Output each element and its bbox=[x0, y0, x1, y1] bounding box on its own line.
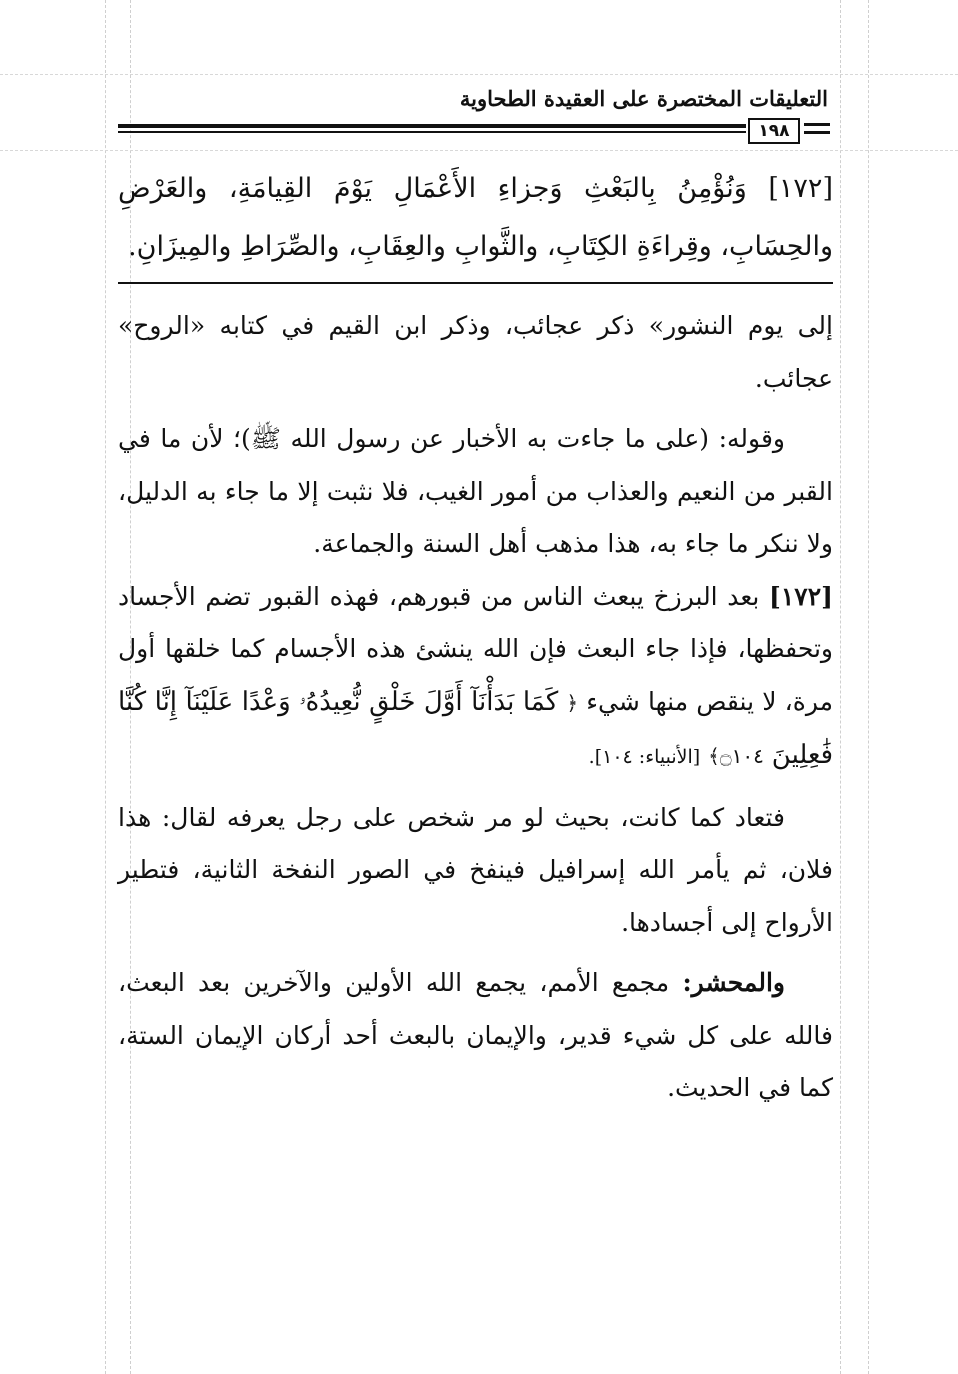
verse-open-bracket: ﴿ bbox=[566, 690, 579, 715]
paragraph-text: فتعاد كما كانت، بحيث لو مر شخص على رجل يعرفه لقال: هذا فلان، ثم يأمر الله إسرافيل فينفخ في الصور النفخة الثانية، فتطير الأرواح إلى أجسادها. bbox=[118, 802, 833, 937]
commentary-block bbox=[118, 300, 833, 1115]
page-number: ١٩٨ bbox=[748, 118, 800, 144]
paragraph-text: مجمع الأمم، يجمع الله الأولين والآخرين بعد البعث، فالله على كل شيء قدير، والإيمان بالبعث أحد أركان الإيمان الستة، كما في الحديث. bbox=[118, 968, 833, 1102]
scan-guide-line bbox=[868, 0, 869, 1374]
scan-guide-line bbox=[840, 0, 841, 1374]
scan-guide-line bbox=[105, 0, 106, 1374]
commentary-paragraph bbox=[118, 792, 833, 950]
matn-separator-rule bbox=[118, 282, 833, 284]
quran-verse: كَمَا بَدَأْنَآ أَوَّلَ خَلْقٍ نُّعِيدُهُۥ وَعْدًا عَلَيْنَآ إِنَّا كُنَّا فَٰعِلِينَ bbox=[118, 686, 833, 770]
commentary-paragraph: إلى يوم النشور» ذكر عجائب، وذكر ابن القيم في كتابه «الروح» عجائب. bbox=[118, 311, 833, 393]
header-rule-thin bbox=[118, 131, 746, 133]
paragraph-text: بعد البرزخ يبعث الناس من قبورهم، فهذه القبور تضم الأجساد وتحفظها، فإذا جاء البعث فإن الله ينشئ هذه الأجسام كما خلقها أول مرة، لا ينقص منها شيء bbox=[118, 581, 834, 716]
running-header-title: التعليقات المختصرة على العقيدة الطحاوية bbox=[459, 86, 828, 111]
matn-paragraph bbox=[118, 160, 833, 276]
page-number-dash bbox=[804, 131, 830, 134]
commentary-paragraph bbox=[118, 957, 833, 1115]
commentary-paragraph bbox=[118, 571, 833, 784]
scan-guide-line bbox=[0, 150, 958, 151]
paragraph-text: وقوله: (على ما جاءت به الأخبار عن رسول الله ﷺ)؛ لأن ما في القبر من النعيم والعذاب من أمور الغيب، فلا نثبت إلا ما جاء به الدليل، ولا ننكر ما جاء به، هذا مذهب أهل السنة والجماعة. bbox=[118, 424, 833, 558]
matn-text: وَنُؤْمِنُ بِالبَعْثِ وَجزاءِ الأَعْمَالِ يَوْمَ القِيامَةِ، والعَرْضِ والحِسَابِ، وقِراءَةِ الكِتَابِ، والثَّوابِ والعِقَابِ، والصِّرَاطِ والمِيزَانِ. bbox=[118, 173, 833, 262]
term-heading: والمحشر: bbox=[682, 968, 785, 997]
matn-block bbox=[118, 160, 833, 276]
header-rule-thick bbox=[118, 124, 746, 128]
page-number-dash bbox=[804, 123, 830, 126]
ayah-number-mark: ۝١٠٤ bbox=[719, 744, 764, 768]
commentary-number: [١٧٢] bbox=[769, 581, 833, 611]
commentary-paragraph bbox=[118, 413, 833, 571]
verse-reference: [الأنبياء: ١٠٤]. bbox=[588, 746, 701, 768]
scan-guide-line bbox=[0, 74, 958, 75]
verse-close-bracket: ﴾ bbox=[708, 744, 720, 768]
matn-number: [١٧٢] bbox=[768, 173, 833, 204]
